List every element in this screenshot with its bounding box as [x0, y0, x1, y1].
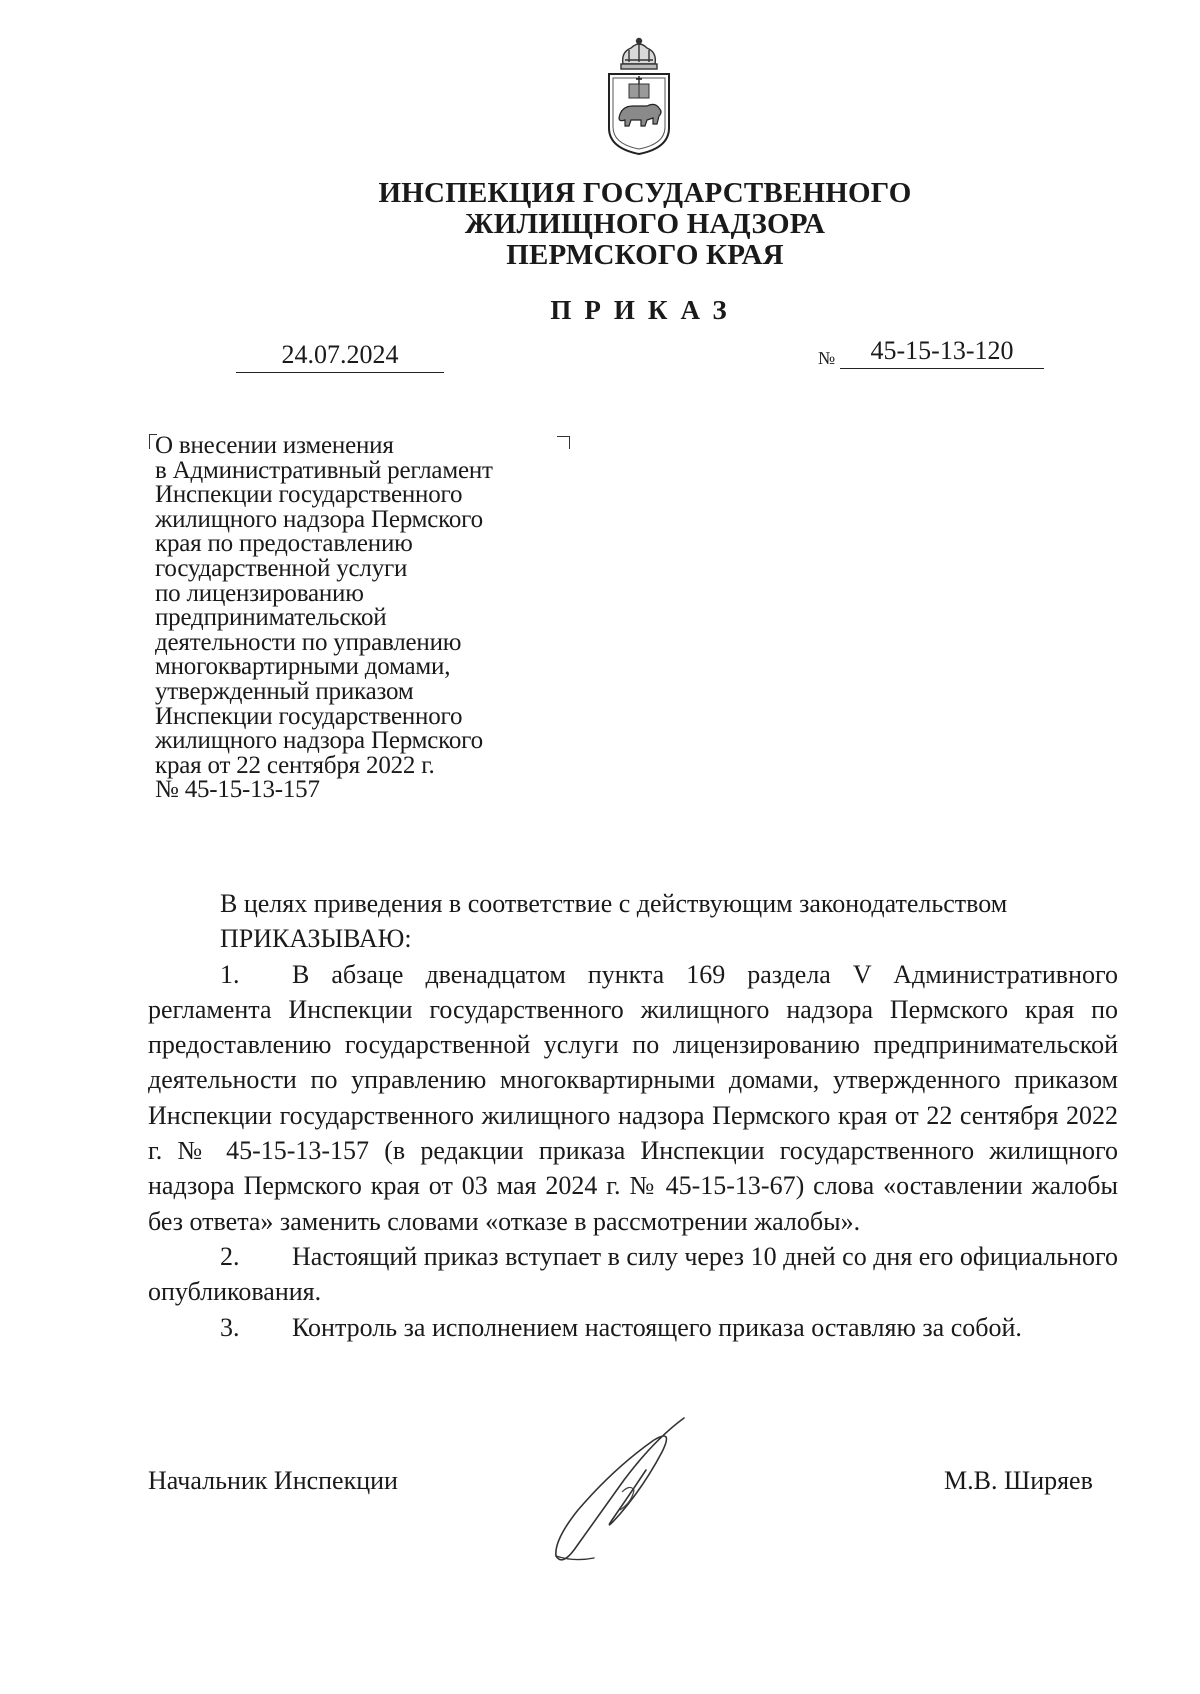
subject-line: многоквартирными домами,	[155, 653, 451, 681]
item-number: 3.	[220, 1312, 240, 1342]
coat-of-arms-icon	[603, 36, 675, 158]
subject-line: в Административный регламент	[155, 456, 493, 484]
org-title-line-3: ПЕРМСКОГО КРАЯ	[506, 239, 784, 271]
subject-line: утвержденный приказом	[155, 677, 414, 705]
subject-line: О внесении изменения	[155, 432, 394, 459]
subject-bracket-right	[557, 436, 570, 449]
order-date: 24.07.2024	[236, 338, 444, 373]
organization-title	[0, 178, 1200, 271]
signer-name: М.В. Ширяев	[944, 1466, 1093, 1495]
subject-line: предпринимательской	[155, 604, 387, 632]
item-number: 1.	[220, 959, 240, 989]
item-text: Контроль за исполнением настоящего приказа оставляю за собой.	[292, 1312, 1022, 1342]
item-number: 2.	[220, 1241, 240, 1271]
order-number-label: №	[818, 348, 836, 368]
order-item-2	[148, 1239, 1118, 1310]
subject-line: края по предоставлению	[155, 530, 413, 558]
handwritten-signature-icon	[534, 1410, 704, 1570]
document-type-title: ПРИКАЗ	[550, 295, 740, 325]
preamble: В целях приведения в соответствие с действующим законодательством	[220, 889, 1008, 918]
org-title-line-1: ИНСПЕКЦИЯ ГОСУДАРСТВЕННОГО	[378, 177, 912, 209]
order-word: ПРИКАЗЫВАЮ:	[220, 924, 412, 954]
order-subject	[155, 434, 555, 803]
subject-line: Инспекции государственного	[155, 702, 463, 730]
org-title-line-2: ЖИЛИЩНОГО НАДЗОРА	[464, 208, 826, 240]
subject-line: № 45-15-13-157	[155, 776, 320, 804]
subject-line: деятельности по управлению	[155, 628, 462, 656]
order-number: 45-15-13-120	[840, 334, 1044, 369]
order-item-1	[148, 957, 1118, 1239]
order-body	[148, 886, 1118, 1345]
item-text: Настоящий приказ вступает в силу через 10 дней со дня его официального опубликования.	[148, 1241, 1118, 1307]
subject-line: государственной услуги	[155, 554, 408, 582]
subject-line: Инспекции государственного	[155, 481, 463, 509]
subject-line: края от 22 сентября 2022 г.	[155, 751, 435, 779]
signer-title: Начальник Инспекции	[148, 1466, 398, 1495]
item-text: В абзаце двенадцатом пункта 169 раздела V Административного регламента Инспекции государственного жилищного надзора Пермского края по предоставлению государственной услуги по лицензированию предпринимательской деятельности по управлению многоквартирными домами, утвержденного приказом Инспекции государственного жилищного надзора Пермского края от 22 сентября 2022 г. № 45-15-13-157 (в редакции приказа Инспекции государственного жилищного надзора Пермского края от 03 мая 2024 г. № 45-15-13-67) слова «оставлении жалобы без ответа» заменить словами «отказе в рассмотрении жалобы».	[148, 959, 1118, 1236]
subject-line: жилищного надзора Пермского	[155, 727, 483, 755]
subject-line: по лицензированию	[155, 579, 364, 607]
order-item-3	[148, 1310, 1118, 1345]
subject-line: жилищного надзора Пермского	[155, 505, 483, 533]
